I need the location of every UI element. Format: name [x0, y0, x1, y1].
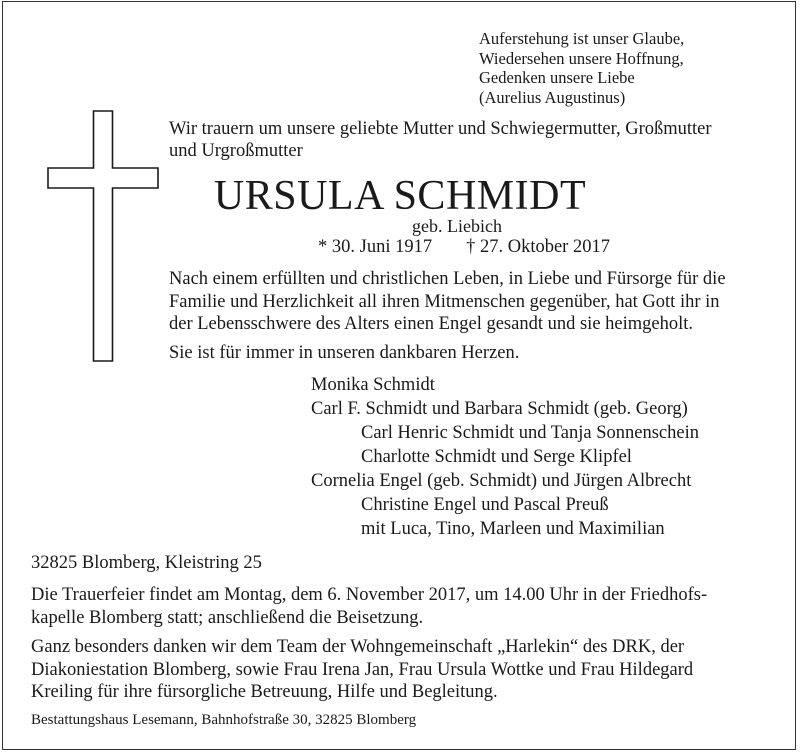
epigraph-line: (Aurelius Augustinus): [479, 87, 626, 107]
funeral-line: Die Trauerfeier findet am Montag, dem 6. November 2017, um 14.00 Uhr in der Friedhofs-: [31, 585, 708, 605]
undertaker-line: Bestattungshaus Lesemann, Bahnhofstraße 30, 32825 Blomberg: [31, 712, 417, 728]
family-member: Monika Schmidt: [311, 375, 435, 395]
intro-line: Wir trauern um unsere geliebte Mutter und Schwiegermutter, Großmutter: [169, 119, 712, 139]
epigraph-line: Wiedersehen unsere Hoffnung,: [479, 48, 684, 68]
death-date: † 27. Oktober 2017: [466, 237, 610, 257]
cross-icon: [47, 110, 159, 362]
tribute-line: Nach einem erfüllten und christlichen Leben, in Liebe und Fürsorge für die: [169, 269, 726, 289]
epigraph-line: Gedenken unsere Liebe: [479, 68, 635, 87]
tribute-line: Familie und Herzlichkeit all ihren Mitmenschen gegenüber, hat Gott ihr in: [169, 291, 720, 312]
family-member: Carl Henric Schmidt und Tanja Sonnenschein: [361, 423, 699, 443]
tribute-line: der Lebensschwere des Alters einen Engel gesandt und sie heimgeholt.: [169, 314, 694, 334]
epigraph-line: Auferstehung ist unser Glaube,: [479, 29, 685, 48]
birth-date: * 30. Juni 1917: [318, 237, 433, 257]
deceased-name: URSULA SCHMIDT: [213, 173, 587, 219]
address: 32825 Blomberg, Kleistring 25: [31, 553, 262, 573]
life-dates: [318, 237, 610, 258]
thanks-line: Kreiling für ihre fürsorgliche Betreuung, Hilfe und Begleitung.: [31, 682, 498, 702]
family-member: Christine Engel und Pascal Preuß: [361, 495, 609, 515]
intro-line: und Urgroßmutter: [169, 141, 303, 161]
thanks-line: Ganz besonders danken wir dem Team der Wohngemeinschaft „Harlekin“ des DRK, der: [31, 637, 685, 657]
remembrance-line: Sie ist für immer in unseren dankbaren Herzen.: [169, 343, 520, 363]
family-member: Carl F. Schmidt und Barbara Schmidt (geb. Georg): [311, 399, 688, 419]
thanks-line: Diakoniestation Blomberg, sowie Frau Irena Jan, Frau Ursula Wottke und Frau Hildegard: [31, 659, 694, 680]
family-member: mit Luca, Tino, Marleen und Maximilian: [361, 519, 665, 539]
family-member: Charlotte Schmidt und Serge Klipfel: [361, 447, 632, 467]
family-member: Cornelia Engel (geb. Schmidt) und Jürgen Albrecht: [311, 471, 692, 491]
funeral-line: kapelle Blomberg statt; anschließend die Beisetzung.: [31, 607, 424, 628]
maiden-name: geb. Liebich: [412, 216, 502, 236]
